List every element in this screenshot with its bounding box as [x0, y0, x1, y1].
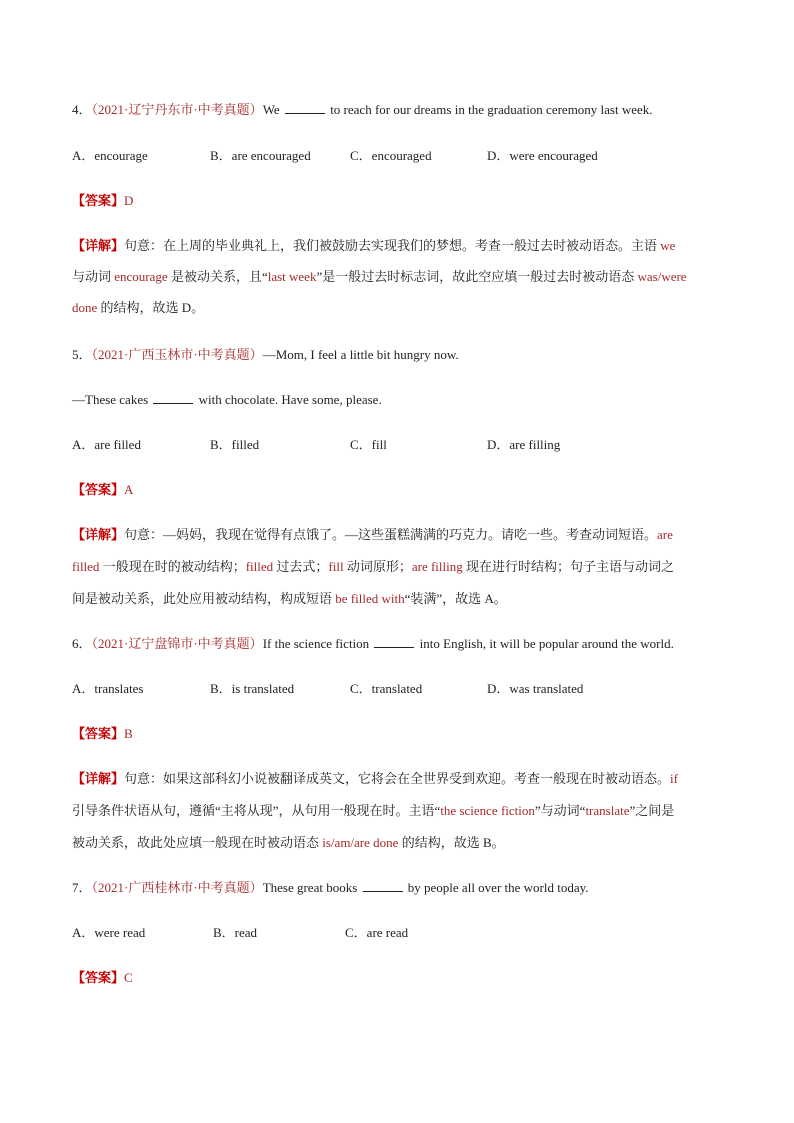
detail-segment: 句意：—妈妈，我现在觉得有点饿了。—这些蛋糕满满的巧克力。请吃一些。考查动词短语。 [124, 527, 658, 542]
detail-text [72, 835, 505, 850]
answer-value: B [124, 726, 133, 741]
detail-segment: 间是被动关系，此处应用被动结构，构成短语 [72, 591, 336, 606]
answer-label: 【答案】 [72, 970, 125, 985]
question-text-pre: We [262, 102, 280, 117]
detail-line-2 [72, 268, 687, 286]
option-b: B．read [213, 925, 258, 940]
detail-segment: ”之间是 [629, 803, 675, 818]
detail-line-3 [72, 590, 507, 608]
question-6 [72, 635, 674, 653]
answer-blank [153, 391, 193, 404]
detail-segment: last week [267, 269, 317, 284]
option-b: B．is translated [210, 681, 295, 696]
detail-segment: are [657, 527, 673, 542]
detail-line-1 [72, 237, 675, 255]
detail-text [72, 269, 687, 284]
question-source: （2021·辽宁盘锦市·中考真题） [91, 636, 263, 651]
detail-line-3 [72, 834, 505, 852]
detail-segment: done [72, 300, 98, 315]
detail-line-2 [72, 558, 674, 576]
answer-value: D [124, 193, 134, 208]
option-c: C．encouraged [350, 148, 432, 163]
detail-segment: 句意：在上周的毕业典礼上，我们被鼓励去实现我们的梦想。考查一般过去时被动语态。主语 [124, 238, 661, 253]
answer-label: 【答案】 [72, 482, 125, 497]
detail-segment: 的结构，故选 D。 [97, 300, 205, 315]
detail-text [72, 591, 507, 606]
option-c: C．translated [350, 681, 423, 696]
detail-segment: 被动关系，故此处应填一般现在时被动语态 [72, 835, 323, 850]
option-c: C．fill [350, 437, 387, 452]
option-b: B．are encouraged [210, 148, 311, 163]
detail-segment: fill [328, 559, 344, 574]
detail-text [124, 527, 673, 542]
detail-text [124, 238, 675, 253]
option-d: D．was translated [487, 681, 584, 696]
answer-line [72, 192, 133, 210]
detail-text [72, 300, 204, 315]
question-number: 7． [72, 880, 92, 895]
answer-value: A [124, 482, 134, 497]
question-5 [72, 346, 459, 364]
question-number: 4． [72, 102, 92, 117]
question-number: 5． [72, 347, 92, 362]
detail-text [72, 559, 674, 574]
detail-segment: is/am/are done [322, 835, 399, 850]
question-source: （2021·广西玉林市·中考真题） [91, 347, 263, 362]
detail-text [124, 771, 678, 786]
option-d: D．are filling [487, 437, 561, 452]
detail-segment: 现在进行时结构；句子主语与动词之 [462, 559, 675, 574]
option-a: A．were read [72, 925, 146, 940]
option-a: A．translates [72, 681, 144, 696]
answer-line [72, 969, 133, 987]
detail-line-1 [72, 770, 678, 788]
question-text-post: with chocolate. Have some, please. [198, 392, 382, 407]
question-text-post: into English, it will be popular around the world. [419, 636, 674, 651]
detail-segment: if [670, 771, 678, 786]
answer-label: 【答案】 [72, 193, 125, 208]
detail-segment: encourage [114, 269, 168, 284]
detail-segment: “装满”，故选 A。 [404, 591, 507, 606]
detail-segment: 与动词 [72, 269, 115, 284]
detail-line-3 [72, 299, 204, 317]
detail-segment: 过去式； [273, 559, 329, 574]
detail-segment: translate [585, 803, 630, 818]
detail-segment: filled [72, 559, 100, 574]
detail-segment: ”与动词“ [534, 803, 586, 818]
option-d: D．were encouraged [487, 148, 598, 163]
detail-segment: 一般现在时的被动结构； [99, 559, 246, 574]
question-text-pre: —Mom, I feel a little bit hungry now. [262, 347, 459, 362]
detail-segment: 引导条件状语从句，遵循“主将从现”，从句用一般现在时。主语“ [72, 803, 441, 818]
detail-segment: was/were [637, 269, 687, 284]
detail-label: 【详解】 [72, 238, 125, 253]
detail-label: 【详解】 [72, 527, 125, 542]
question-text-pre: These great books [262, 880, 358, 895]
question-text-post: to reach for our dreams in the graduation ceremony last week. [330, 102, 653, 117]
question-text-pre: If the science fiction [262, 636, 370, 651]
detail-line-1 [72, 526, 673, 544]
detail-segment: 的结构，故选 B。 [398, 835, 505, 850]
option-c: C．are read [345, 925, 409, 940]
detail-label: 【详解】 [72, 771, 125, 786]
detail-segment: filled [245, 559, 274, 574]
detail-text [72, 803, 674, 818]
question-5-line-2 [72, 391, 382, 409]
question-4 [72, 101, 653, 119]
answer-blank [374, 635, 414, 648]
question-source: （2021·辽宁丹东市·中考真题） [91, 102, 263, 117]
detail-segment: 是被动关系，且“ [167, 269, 268, 284]
answer-blank [363, 879, 403, 892]
answer-value: C [124, 970, 133, 985]
detail-segment: we [660, 238, 676, 253]
option-b: B．filled [210, 437, 260, 452]
answer-blank [285, 101, 325, 114]
detail-segment: 动词原形； [343, 559, 412, 574]
question-7 [72, 879, 589, 897]
detail-segment: 句意：如果这部科幻小说被翻译成英文，它将会在全世界受到欢迎。考查一般现在时被动语态。 [124, 771, 671, 786]
detail-segment: be filled with [335, 591, 405, 606]
detail-line-2 [72, 802, 674, 820]
detail-segment: the science fiction [440, 803, 535, 818]
question-number: 6． [72, 636, 92, 651]
question-source: （2021·广西桂林市·中考真题） [91, 880, 263, 895]
option-a: A．encourage [72, 148, 148, 163]
question-text-post: by people all over the world today. [407, 880, 589, 895]
answer-line [72, 481, 133, 499]
answer-label: 【答案】 [72, 726, 125, 741]
detail-segment: are filling [411, 559, 463, 574]
detail-segment: ”是一般过去时标志词，故此空应填一般过去时被动语态 [316, 269, 638, 284]
question-text-pre: —These cakes [72, 392, 149, 407]
answer-line [72, 725, 133, 743]
option-a: A．are filled [72, 437, 141, 452]
